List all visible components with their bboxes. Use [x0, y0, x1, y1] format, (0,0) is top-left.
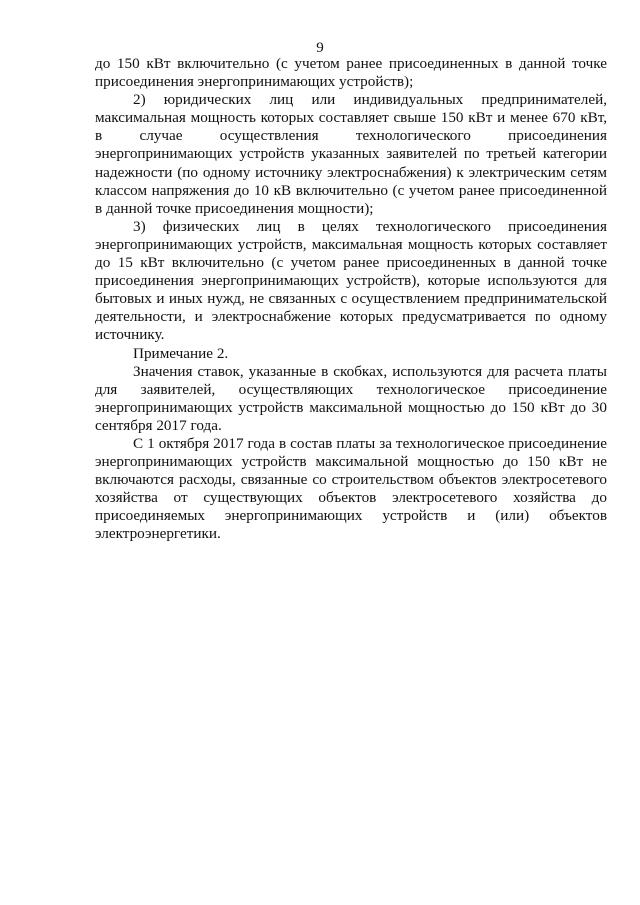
paragraph-item-2: 2) юридических лиц или индивидуальных предпринимателей, максимальная мощность которых составляет свыше 150 кВт и менее 670 кВт, в случае осуществления технологического присоединения энергопринимающих устройств указанных заявителей по третьей категории надежности (по одному источнику электроснабжения) к электрическим сетям классом напряжения до 10 кВ включительно (с учетом ранее присоединенной в данной точке присоединения мощности); [95, 91, 607, 217]
paragraph-continuation: до 150 кВт включительно (с учетом ранее присоединенных в данной точке присоединения энергопринимающих устройств); [95, 55, 607, 91]
document-body [95, 55, 607, 544]
page-number: 9 [316, 40, 324, 56]
paragraph-note-rates: Значения ставок, указанные в скобках, используются для расчета платы для заявителей, осуществляющих технологическое присоединение энергопринимающих устройств максимальной мощностью до 150 кВт до 30 сентября 2017 года. [95, 362, 607, 434]
paragraph-note-costs: С 1 октября 2017 года в состав платы за технологическое присоединение энергопринимающих устройств максимальной мощностью до 150 кВт не включаются расходы, связанные со строительством объектов электросетевого хозяйства от существующих объектов электросетевого хозяйства до присоединяемых энергопринимающих устройств и (или) объектов электроэнергетики. [95, 434, 607, 543]
paragraph-item-3: 3) физических лиц в целях технологического присоединения энергопринимающих устройств, максимальная мощность которых составляет до 15 кВт включительно (с учетом ранее присоединенных в данной точке присоединения энергопринимающих устройств), которые используются для бытовых и иных нужд, не связанных с осуществлением предпринимательской деятельности, и электроснабжение которых предусматривается по одному источнику. [95, 217, 607, 344]
note-heading: Примечание 2. [133, 344, 229, 362]
